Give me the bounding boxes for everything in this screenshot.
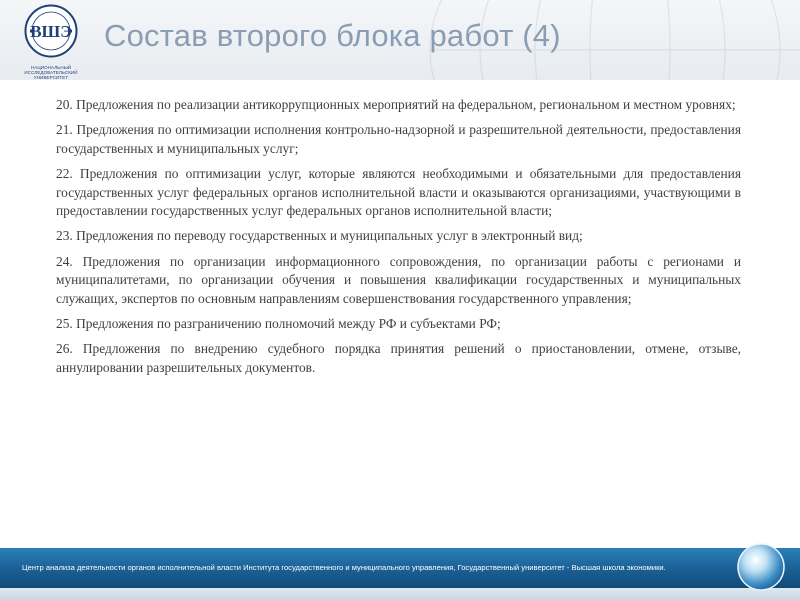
logo-caption-line1: НАЦИОНАЛЬНЫЙ ИССЛЕДОВАТЕЛЬСКИЙ	[24, 65, 78, 75]
list-item: 24. Предложения по организации информационного сопровождения, по организации работы с регионами и муниципалитетами, по организации обучения и повышения квалификации государственных и муниципальных служащих, экспертов по основным направлениям совершенствования государственного управления;	[56, 253, 741, 306]
svg-text:ВШЭ: ВШЭ	[30, 22, 72, 41]
hse-logo-icon	[24, 4, 78, 58]
content-list	[56, 96, 741, 384]
list-item: 25. Предложения по разграничению полномочий между РФ и субъектами РФ;	[56, 316, 501, 332]
footer-bar	[0, 548, 800, 588]
list-item: 26. Предложения по внедрению судебного порядка принятия решений о приостановлении, отмене, отзыве, аннулировании разрешительных документов.	[56, 341, 741, 375]
list-item: 21. Предложения по оптимизации исполнения контрольно-надзорной и разрешительной деятельности, предоставления государственных и муниципальных услуг;	[56, 122, 741, 156]
list-item: 22. Предложения по оптимизации услуг, которые являются необходимыми и обязательными для предоставления государственных услуг федеральных органов исполнительной власти и оказываются организациями, участвующими в предоставлении государственных услуг федеральных органов исполнительной власти;	[56, 166, 741, 219]
logo-caption	[10, 65, 92, 80]
list-item: 20. Предложения по реализации антикоррупционных мероприятий на федеральном, региональном и местном уровнях;	[56, 97, 736, 112]
footer-globe-icon	[736, 542, 786, 592]
page-title: Состав второго блока работ (4)	[104, 18, 561, 53]
logo-caption-line2: УНИВЕРСИТЕТ	[33, 75, 69, 80]
list-item: 23. Предложения по переводу государственных и муниципальных услуг в электронный вид;	[56, 228, 583, 244]
university-logo	[10, 4, 92, 80]
header	[0, 0, 800, 80]
footer-text: Центр анализа деятельности органов исполнительной власти Института государственного и муниципального управления, Государственный университет - Высшая школа экономики.	[22, 563, 666, 572]
footer-strip	[0, 588, 800, 600]
